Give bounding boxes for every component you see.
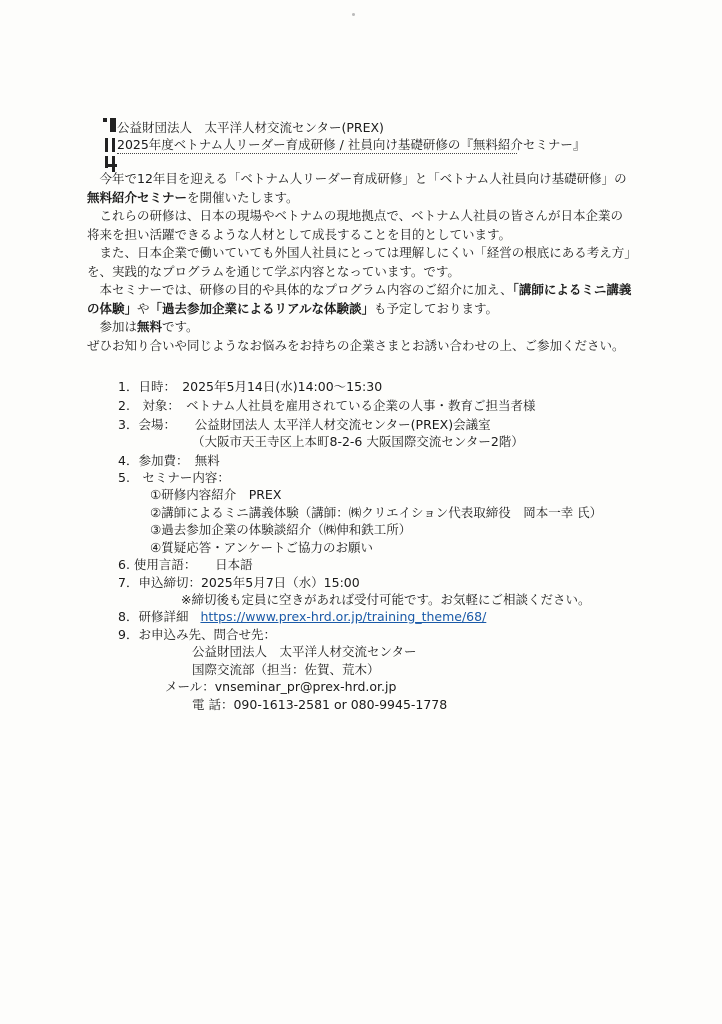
intro-paragraph: 今年で12年目を迎える「ベトナム人リーダー育成研修」と「ベトナム人社員向け基礎研修」の無料紹介セミナーを開催いたします。: [87, 171, 627, 205]
content-item: ①研修内容紹介 PREX: [150, 487, 282, 502]
intro-paragraph: また、日本企業で働いていても外国人社員にとっては理解しにくい「経営の根底にある考え方」を、実践的なプログラムを通じて学ぶ内容となっています。です。: [87, 245, 631, 279]
training-detail-link[interactable]: https://www.prex-hrd.or.jp/training_theme/68/: [200, 609, 487, 624]
divider: [117, 153, 517, 154]
header-decoration-icon: [103, 118, 117, 172]
scan-speck: [352, 13, 355, 16]
detail-link-row: [118, 608, 486, 625]
detail-fee: 4．参加費： 無料: [118, 453, 220, 468]
content-item: ②講師によるミニ講義体験（講師：㈱クリエイション代表取締役 岡本一幸 氏）: [150, 505, 603, 520]
detail-target: 2. 対象： ベトナム人社員を雇用されている企業の人事・教育ご担当者様: [118, 398, 536, 413]
detail-link-label: 8．研修詳細: [118, 609, 189, 624]
detail-language: 6. 使用言語： 日本語: [118, 557, 253, 572]
content-item: ④質疑応答・アンケートご協力のお願い: [150, 540, 373, 555]
contact-mail: メール：vnseminar_pr@prex-hrd.or.jp: [165, 679, 397, 694]
intro-text: [87, 170, 635, 355]
detail-venue-address: （大阪市天王寺区上本町8-2-6 大阪国際交流センター2階）: [192, 434, 524, 449]
detail-contact-label: 9．お申込み先、問合せ先：: [118, 627, 276, 642]
contact-dept: 国際交流部（担当：佐賀、荒木）: [192, 662, 380, 677]
intro-paragraph: これらの研修は、日本の現場やベトナムの現地拠点で、ベトナム人社員の皆さんが日本企業の将来を担い活躍できるような人材として成長することを目的としています。: [87, 208, 624, 242]
page-title: 2025年度ベトナム人リーダー育成研修 / 社員向け基礎研修の『無料紹介セミナー』: [117, 137, 586, 152]
contact-org: 公益財団法人 太平洋人材交流センター: [192, 644, 417, 659]
intro-paragraph: 本セミナーでは、研修の目的や具体的なプログラム内容のご紹介に加え、「講師によるミニ講義の体験」や「過去参加企業によるリアルな体験談」も予定しております。: [87, 282, 632, 316]
detail-deadline: 7．申込締切：2025年5月7日（水）15:00: [118, 575, 360, 590]
org-name: 公益財団法人 太平洋人材交流センター(PREX): [117, 120, 384, 135]
contact-tel: 電 話：090-1613-2581 or 080-9945-1778: [192, 697, 448, 712]
detail-date: 1．日時： 2025年5月14日(水)14:00～15:30: [118, 379, 383, 394]
detail-venue: 3．会場： 公益財団法人 太平洋人材交流センター(PREX)会議室: [118, 417, 491, 432]
content-item: ③過去参加企業の体験談紹介（㈱伸和鉄工所）: [150, 522, 412, 537]
intro-paragraph: ぜひお知り合いや同じようなお悩みをお持ちの企業さまとお誘い合わせの上、ご参加ください。: [87, 337, 625, 353]
intro-paragraph: 参加は無料です。: [99, 319, 199, 334]
detail-content-label: 5. セミナー内容：: [118, 470, 230, 485]
deadline-note: ※締切後も定員に空きがあれば受付可能です。お気軽にご相談ください。: [181, 592, 591, 607]
